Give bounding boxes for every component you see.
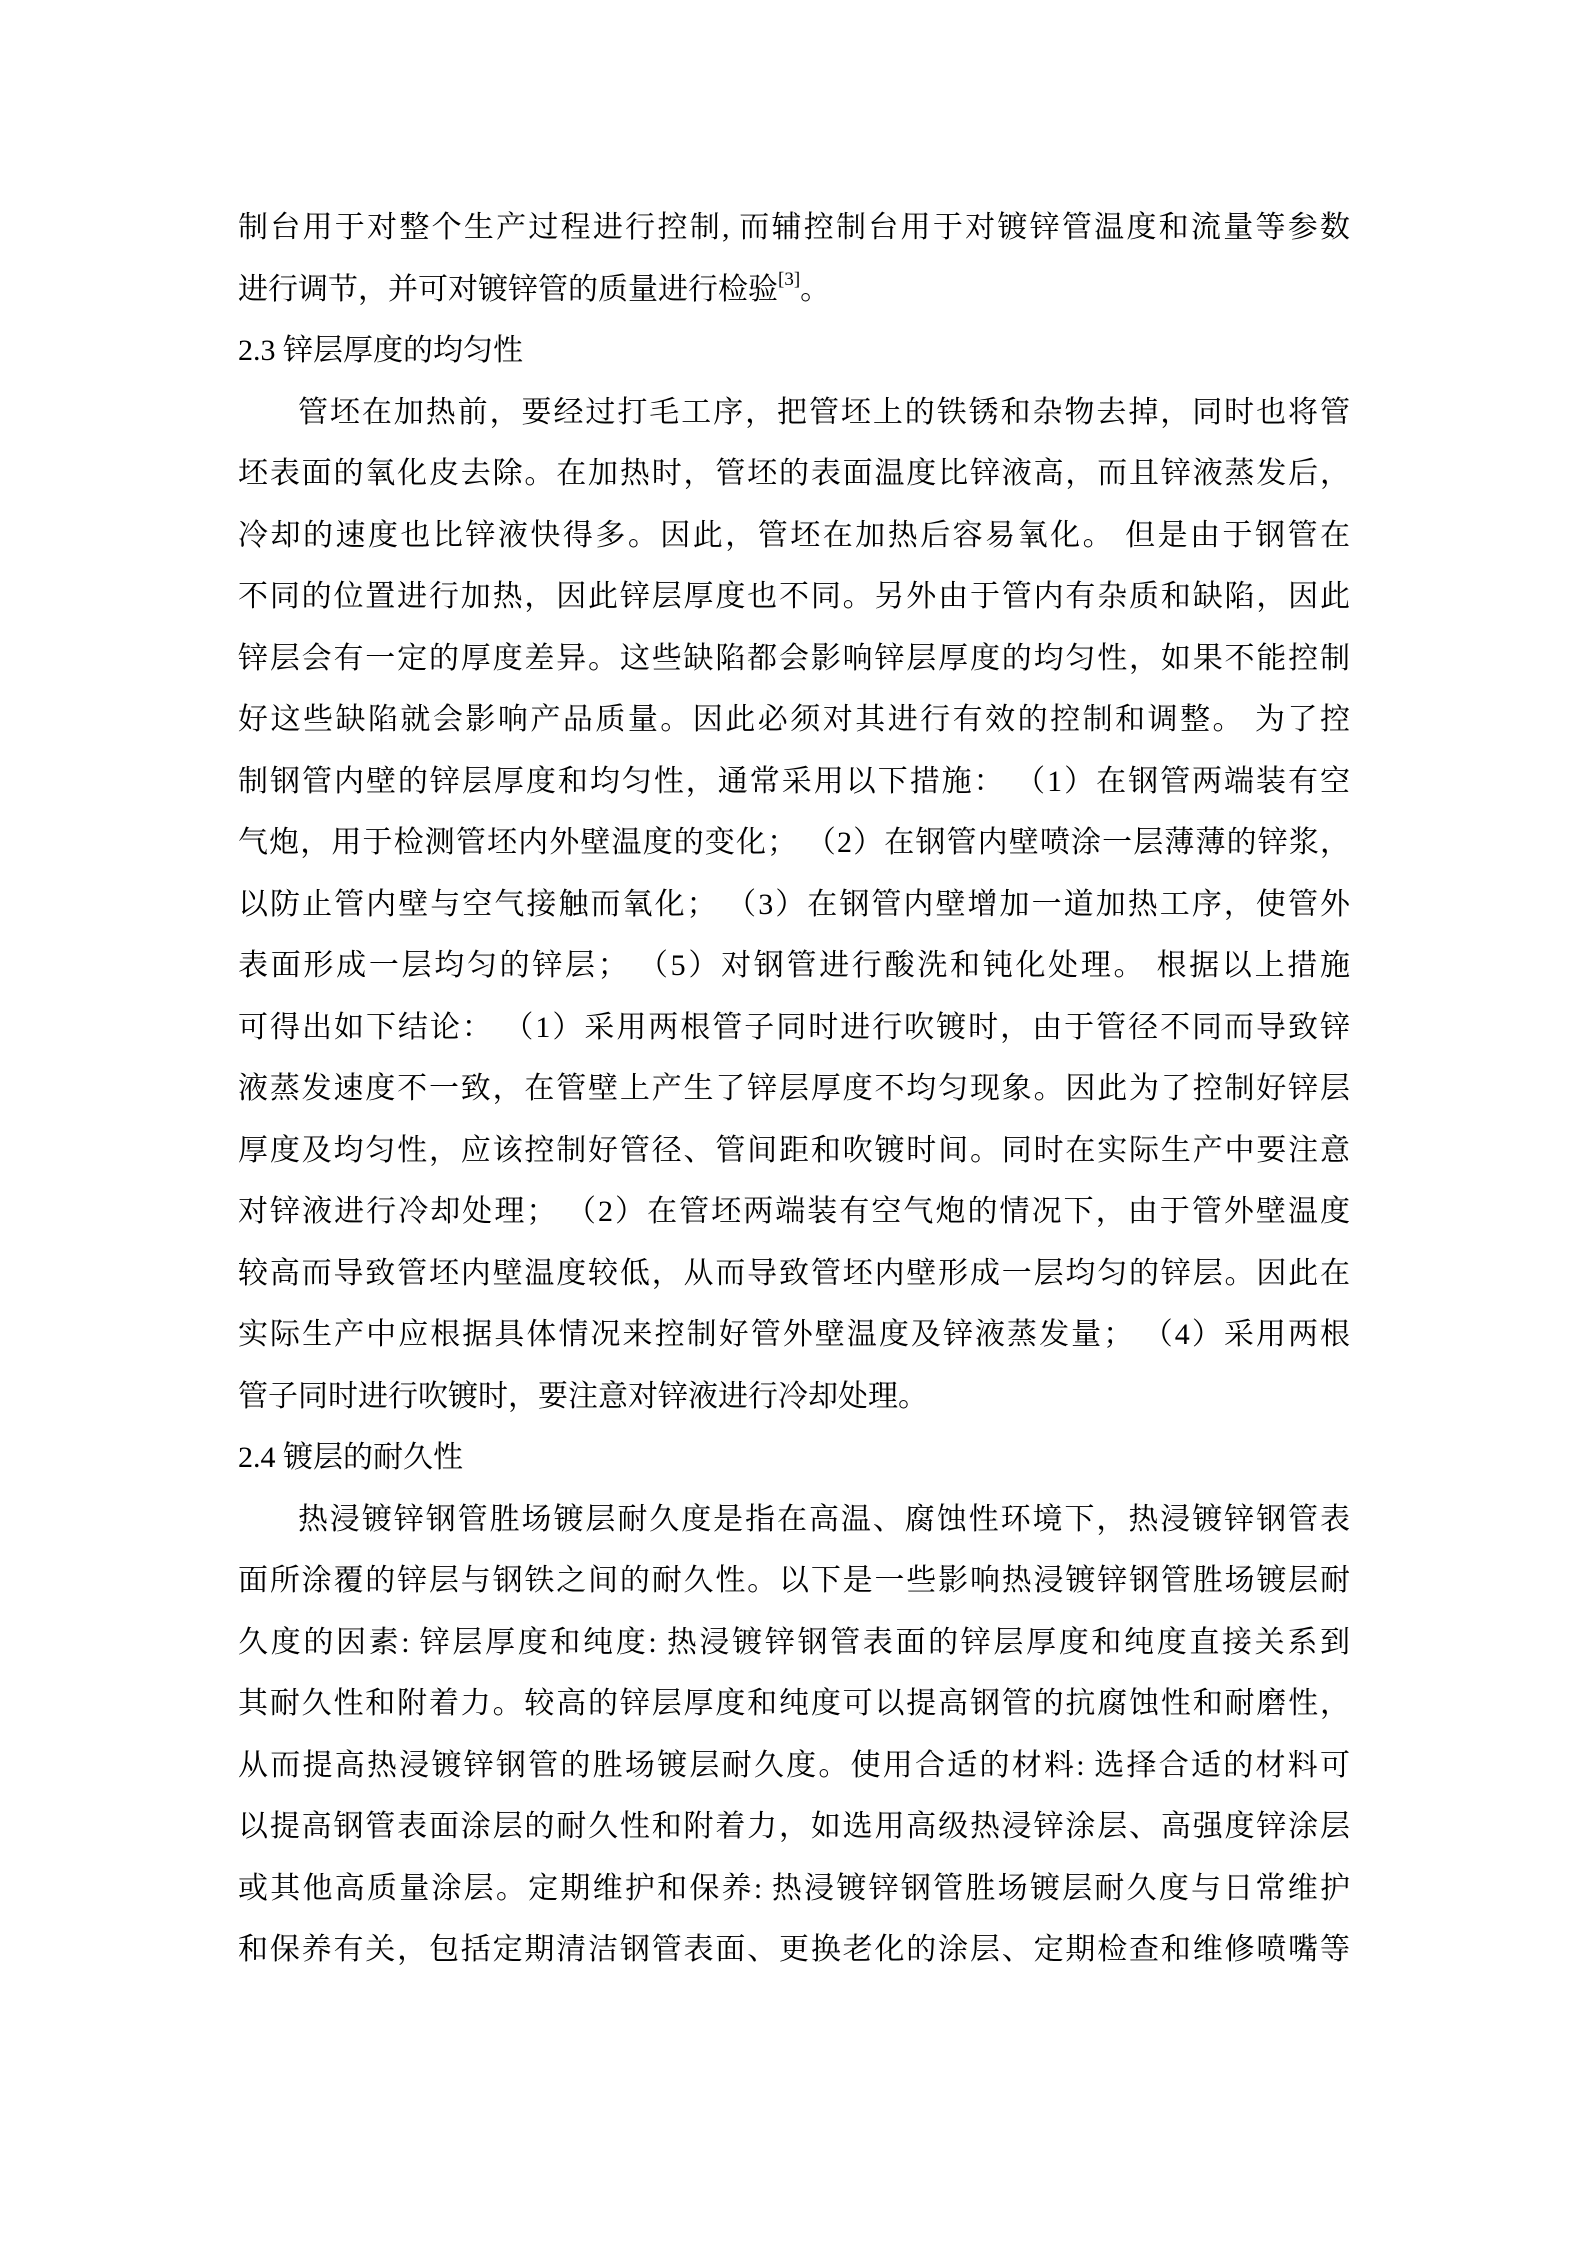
citation-superscript: [3] [778,268,801,290]
line-text: 2.4 镀层的耐久性 [238,1441,463,1474]
text-line [238,1366,1350,1428]
line-text: 对锌液进行冷却处理； （2）在管坯两端装有空气炮的情况下，由于管外壁温度 [238,1195,1350,1228]
para-coating-durability [238,1489,1350,1981]
heading-line [238,320,1350,382]
line-text-after: 。 [800,272,831,306]
text-line [238,1919,1350,1981]
text-line [238,566,1350,628]
text-line [238,997,1350,1059]
text-line [238,751,1350,813]
line-text: 管坯在加热前，要经过打毛工序，把管坯上的铁锈和杂物去掉，同时也将管 [298,395,1350,429]
line-text: 实际生产中应根据具体情况来控制好管外壁温度及锌液蒸发量； （4）采用两根 [238,1318,1350,1351]
line-text: 坯表面的氧化皮去除。在加热时，管坯的表面温度比锌液高，而且锌液蒸发后， [238,457,1350,490]
text-line [238,1858,1350,1920]
text-line [238,812,1350,874]
text-line [238,197,1350,259]
line-text: 表面形成一层均匀的锌层； （5）对钢管进行酸洗和钝化处理。 根据以上措施 [238,949,1350,982]
line-text: 液蒸发速度不一致，在管壁上产生了锌层厚度不均匀现象。因此为了控制好锌层 [238,1072,1350,1105]
line-text: 管子同时进行吹镀时，要注意对锌液进行冷却处理。 [238,1379,928,1413]
text-line [238,935,1350,997]
line-text: 从而提高热浸镀锌钢管的胜场镀层耐久度。使用合适的材料: 选择合适的材料可 [238,1748,1350,1782]
line-text: 或其他高质量涂层。定期维护和保养: 热浸镀锌钢管胜场镀层耐久度与日常维护 [238,1871,1350,1905]
line-text: 和保养有关，包括定期清洁钢管表面、更换老化的涂层、定期检查和维修喷嘴等 [238,1933,1350,1966]
heading-2-3-zinc-layer-uniformity [238,320,1350,382]
text-line [238,1243,1350,1305]
line-text: 制钢管内壁的锌层厚度和均匀性，通常采用以下措施： （1）在钢管两端装有空 [238,764,1350,798]
line-text: 热浸镀锌钢管胜场镀层耐久度是指在高温、腐蚀性环境下，热浸镀锌钢管表 [298,1502,1350,1536]
line-text: 厚度及均匀性，应该控制好管径、管间距和吹镀时间。同时在实际生产中要注意 [238,1133,1350,1167]
line-text: 以防止管内壁与空气接触而氧化； （3）在钢管内壁增加一道加热工序，使管外 [238,887,1350,921]
line-text: 其耐久性和附着力。较高的锌层厚度和纯度可以提高钢管的抗腐蚀性和耐磨性， [238,1687,1350,1720]
line-text: 进行调节，并可对镀锌管的质量进行检验 [238,272,778,306]
text-line [238,628,1350,690]
para-control-console-continuation [238,197,1350,320]
line-text: 面所涂覆的锌层与钢铁之间的耐久性。以下是一些影响热浸镀锌钢管胜场镀层耐 [238,1564,1350,1597]
text-line [238,1796,1350,1858]
line-text: 以提高钢管表面涂层的耐久性和附着力，如选用高级热浸锌涂层、高强度锌涂层 [238,1810,1350,1843]
heading-line [238,1427,1350,1489]
line-text: 锌层会有一定的厚度差异。这些缺陷都会影响锌层厚度的均匀性，如果不能控制 [238,641,1350,675]
text-line [238,1673,1350,1735]
text-line [238,382,1350,444]
line-text: 冷却的速度也比锌液快得多。因此，管坯在加热后容易氧化。 但是由于钢管在 [238,518,1350,552]
text-line [238,1304,1350,1366]
para-zinc-layer-uniformity [238,382,1350,1428]
line-text: 较高而导致管坯内壁温度较低，从而导致管坯内壁形成一层均匀的锌层。因此在 [238,1256,1350,1290]
line-text: 不同的位置进行加热，因此锌层厚度也不同。另外由于管内有杂质和缺陷，因此 [238,580,1350,613]
text-line [238,1181,1350,1243]
line-text: 可得出如下结论： （1）采用两根管子同时进行吹镀时，由于管径不同而导致锌 [238,1010,1350,1044]
heading-2-4-coating-durability [238,1427,1350,1489]
text-line [238,1735,1350,1797]
line-text: 气炮，用于检测管坯内外壁温度的变化； （2）在钢管内壁喷涂一层薄薄的锌浆， [238,826,1350,859]
document-body [238,197,1350,1981]
text-line [238,1120,1350,1182]
line-text: 久度的因素: 锌层厚度和纯度: 热浸镀锌钢管表面的锌层厚度和纯度直接关系到 [238,1625,1350,1659]
line-text: 制台用于对整个生产过程进行控制, 而辅控制台用于对镀锌管温度和流量等参数 [238,211,1350,244]
text-line [238,1489,1350,1551]
line-text: 好这些缺陷就会影响产品质量。因此必须对其进行有效的控制和调整。 为了控 [238,703,1350,736]
text-line [238,874,1350,936]
text-line [238,505,1350,567]
text-line [238,689,1350,751]
text-line [238,259,1350,321]
text-line [238,1612,1350,1674]
text-line [238,1058,1350,1120]
line-text: 2.3 锌层厚度的均匀性 [238,334,523,367]
text-line [238,443,1350,505]
text-line [238,1550,1350,1612]
